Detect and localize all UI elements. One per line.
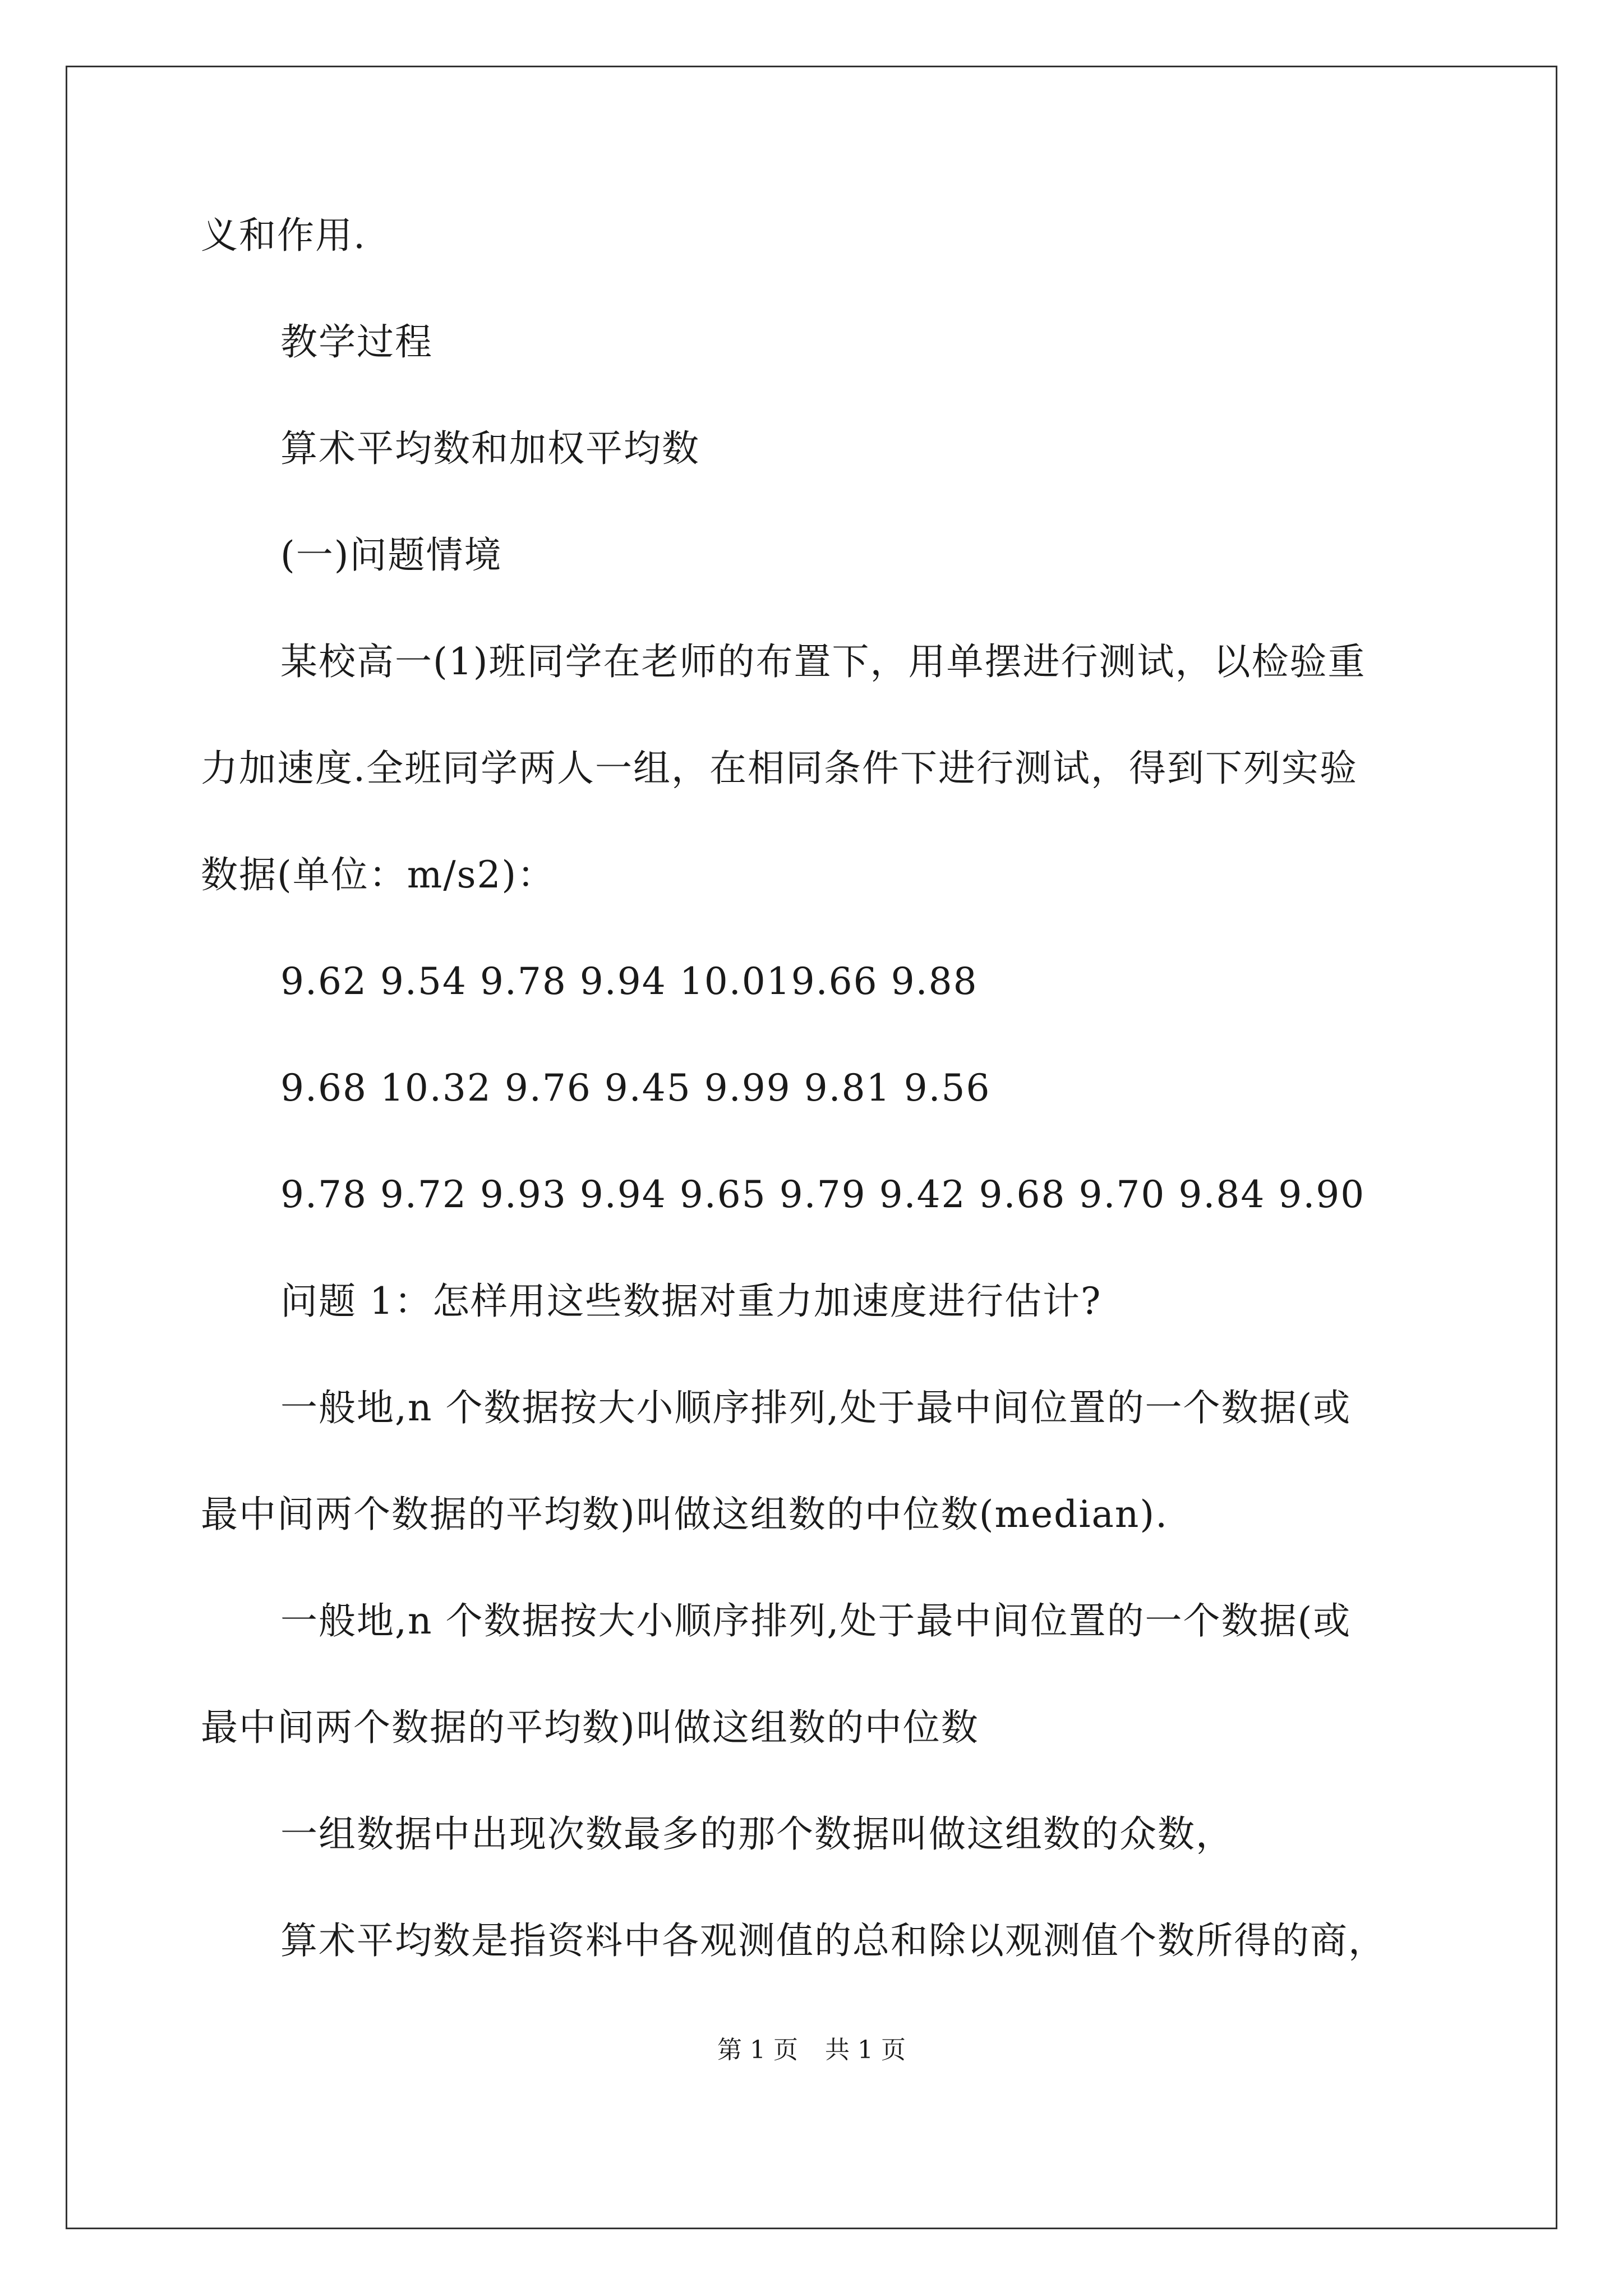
data-row: 9.68 10.32 9.76 9.45 9.99 9.81 9.56 (280, 1066, 991, 1110)
paragraph-line: 最中间两个数据的平均数)叫做这组数的中位数(median). (201, 1493, 1169, 1536)
paragraph-line: 某校高一(1)班同学在老师的布置下，用单摆进行测试，以检验重 (280, 640, 1366, 683)
paragraph-line: 一般地,n 个数据按大小顺序排列,处于最中间位置的一个数据(或 (280, 1386, 1352, 1429)
page-total: 共 1 页 (825, 2036, 906, 2064)
paragraph-line: 力加速度.全班同学两人一组，在相同条件下进行测试，得到下列实验 (201, 747, 1358, 790)
paragraph-line: 算术平均数是指资料中各观测值的总和除以观测值个数所得的商， (280, 1919, 1386, 1962)
paragraph-line: 一般地,n 个数据按大小顺序排列,处于最中间位置的一个数据(或 (280, 1599, 1352, 1642)
data-row: 9.78 9.72 9.93 9.94 9.65 9.79 9.42 9.68 9.70 9.84 9.90 (280, 1173, 1366, 1216)
page-border (66, 66, 1557, 2229)
paragraph-line: 一组数据中出现次数最多的那个数据叫做这组数的众数， (280, 1812, 1234, 1856)
page-footer (0, 2033, 1623, 2067)
paragraph-line: 最中间两个数据的平均数)叫做这组数的中位数 (201, 1706, 979, 1749)
subsection-heading: (一)问题情境 (280, 533, 502, 577)
text-line: 义和作用. (201, 214, 366, 257)
paragraph-line: 数据(单位：m/s2)： (201, 853, 556, 896)
question-line: 问题 1：怎样用这些数据对重力加速度进行估计? (280, 1280, 1102, 1323)
page-number: 第 1 页 (717, 2036, 798, 2064)
data-row: 9.62 9.54 9.78 9.94 10.019.66 9.88 (280, 960, 978, 1003)
section-heading: 教学过程 (280, 320, 433, 364)
section-heading: 算术平均数和加权平均数 (280, 427, 700, 470)
